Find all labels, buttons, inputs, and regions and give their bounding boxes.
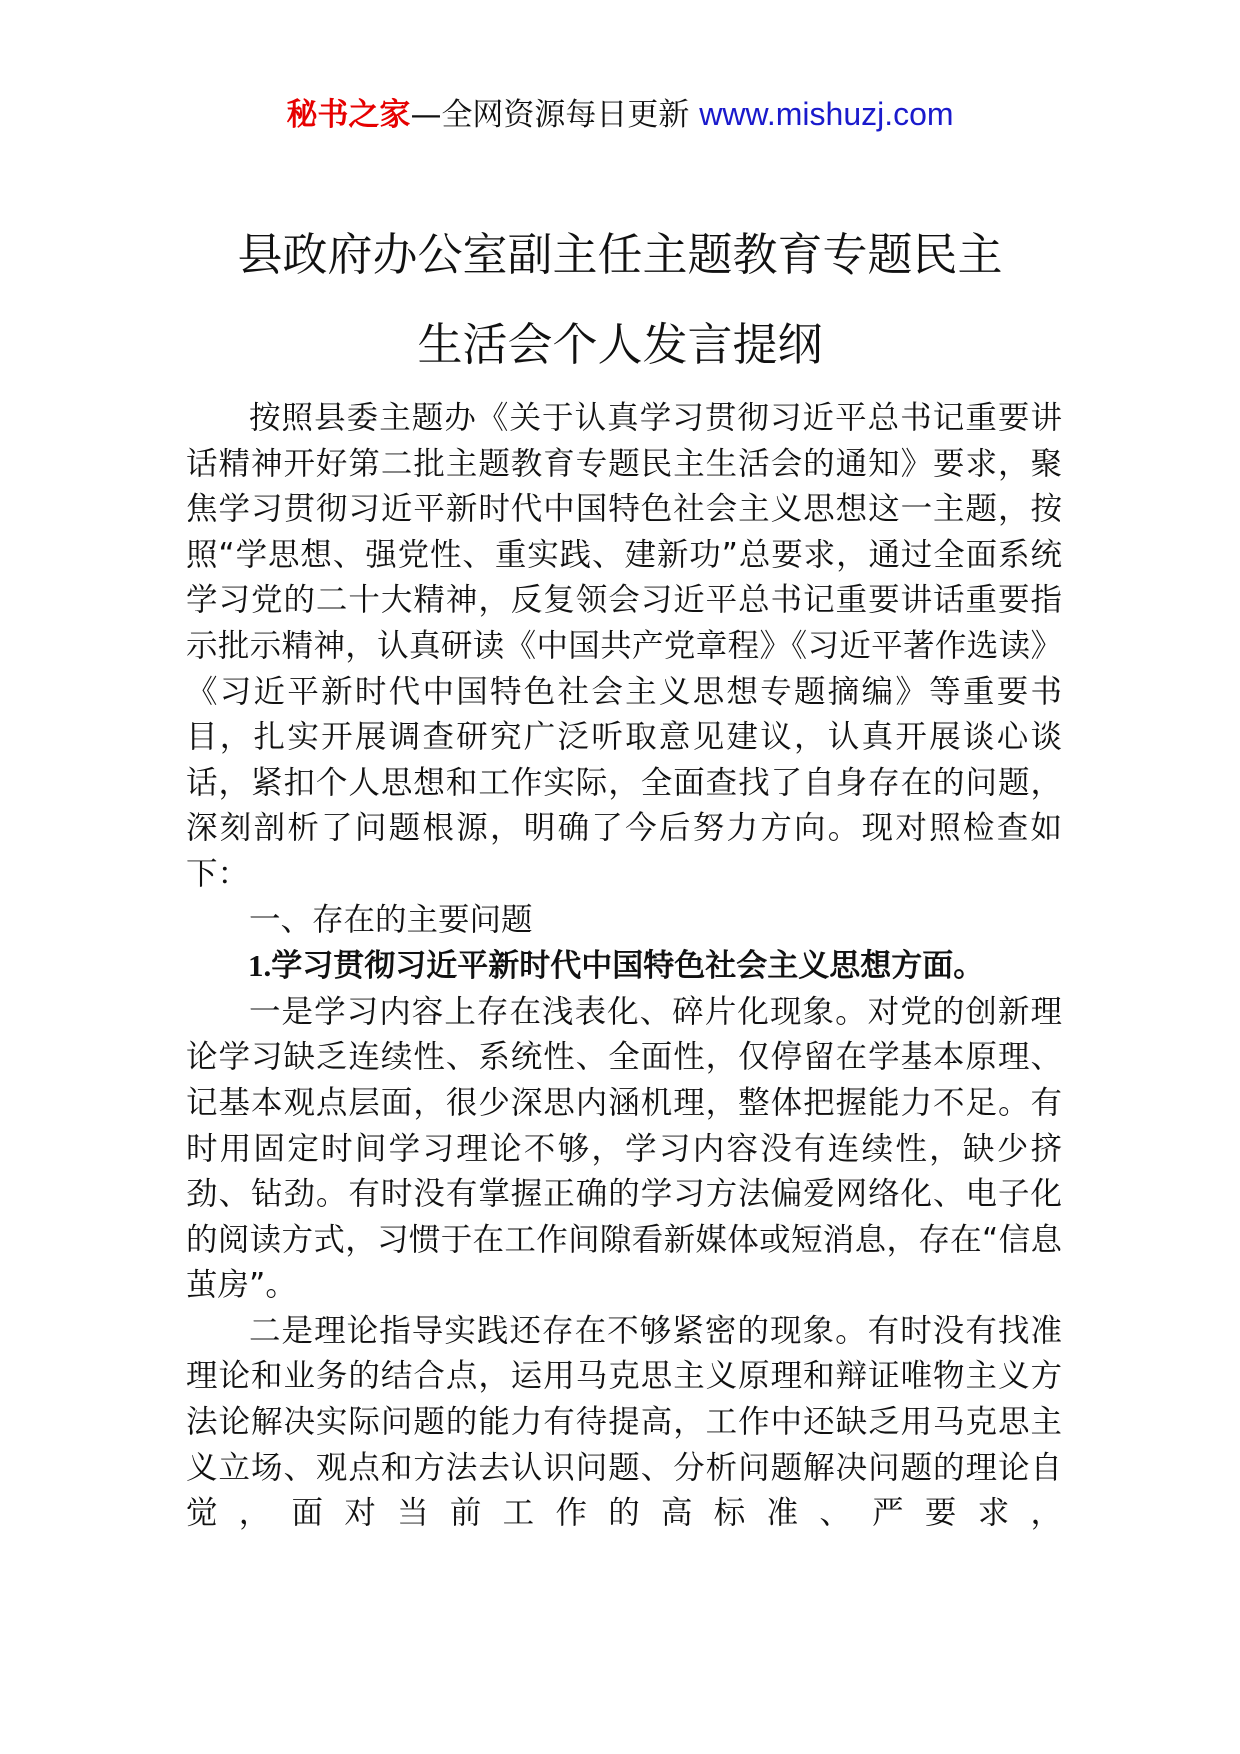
site-tagline: —全网资源每日更新 [410, 97, 690, 133]
body-paragraph-1: 一是学习内容上存在浅表化、碎片化现象。对党的创新理论学习缺乏连续性、系统性、全面性，仅停留在学基本原理、记基本观点层面，很少深思内涵机理，整体把握能力不足。有时用固定时间学习理论不够，学习内容没有连续性，缺少挤劲、钻劲。有时没有掌握正确的学习方法偏爱网络化、电子化的阅读方式，习惯于在工作间隙看新媒体或短消息，存在“信息茧房”。 [186, 993, 1062, 1304]
document-title-line2: 生活会个人发言提纲 [417, 318, 823, 371]
section-heading: 一、存在的主要问题 [249, 901, 533, 938]
subsection-title: 学习贯彻习近平新时代中国特色社会主义思想方面。 [271, 948, 985, 985]
intro-paragraph: 按照县委主题办《关于认真学习贯彻习近平总书记重要讲话精神开好第二批主题教育专题民主生活会的通知》要求，聚焦学习贯彻习近平新时代中国特色社会主义思想这一主题，按照“学思想、强党性、重实践、建新功”总要求，通过全面系统学习党的二十大精神，反复领会习近平总书记重要讲话重要指示批示精神，认真研读《中国共产党章程》《习近平著作选读》《习近平新时代中国特色社会主义思想专题摘编》等重要书目，扎实开展调查研究广泛听取意见建议，认真开展谈心谈话，紧扣个人思想和工作实际，全面查找了自身存在的问题，深刻剖析了问题根源，明确了今后努力方向。现对照检查如下： [186, 400, 1062, 892]
document-body [186, 396, 1062, 1537]
document-title-line1: 县政府办公室副主任主题教育专题民主 [237, 228, 1003, 281]
subsection-heading [186, 943, 1062, 990]
site-header [0, 94, 1240, 135]
body-paragraph-2: 二是理论指导实践还存在不够紧密的现象。有时没有找准理论和业务的结合点，运用马克思主义原理和辩证唯物主义方法论解决实际问题的能力有待提高，工作中还缺乏用马克思主义立场、观点和方法去认识问题、分析问题解决问题的理论自觉，面对当前工作的高标准、严要求， [186, 1312, 1062, 1532]
document-title [140, 210, 1100, 390]
site-url-link[interactable]: www.mishuzj.com [699, 96, 954, 132]
subsection-number: 1. [248, 948, 272, 984]
site-brand: 秘书之家 [286, 97, 411, 133]
